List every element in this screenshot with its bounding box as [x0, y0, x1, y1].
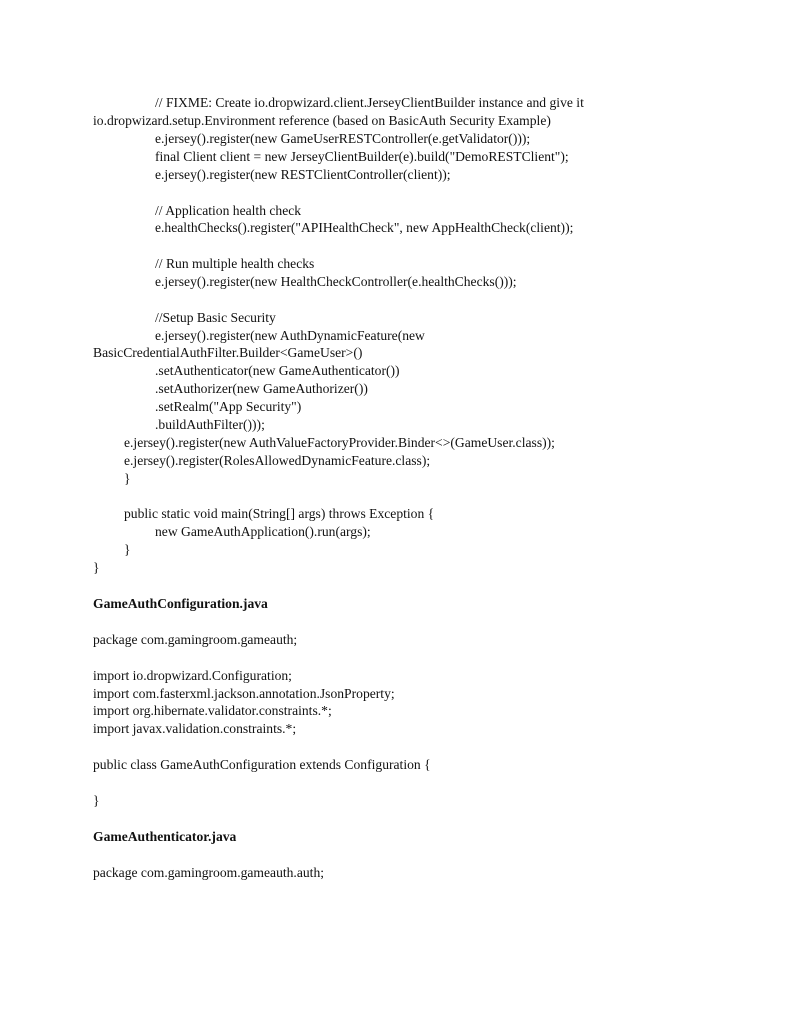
code-line: import com.fasterxml.jackson.annotation.JsonProperty; [93, 686, 395, 701]
code-line: e.healthChecks().register("APIHealthCheck", new AppHealthCheck(client)); [155, 220, 574, 235]
code-line: import javax.validation.constraints.*; [93, 721, 297, 736]
section-heading-authenticator: GameAuthenticator.java [93, 829, 237, 844]
code-line: public class GameAuthConfiguration extends Configuration { [93, 757, 431, 772]
code-line: .setAuthenticator(new GameAuthenticator()) [155, 363, 400, 378]
code-line: final Client client = new JerseyClientBuilder(e).build("DemoRESTClient"); [155, 149, 569, 164]
code-line: new GameAuthApplication().run(args); [155, 524, 371, 539]
code-line: } [93, 560, 100, 575]
code-line: BasicCredentialAuthFilter.Builder<GameUser>() [93, 345, 363, 360]
code-line: } [124, 542, 131, 557]
code-line: e.jersey().register(new AuthValueFactoryProvider.Binder<>(GameUser.class)); [124, 435, 555, 450]
code-line: // FIXME: Create io.dropwizard.client.JerseyClientBuilder instance and give it [155, 95, 584, 110]
code-line: } [93, 793, 100, 808]
code-line: .setAuthorizer(new GameAuthorizer()) [155, 381, 368, 396]
code-line: // Application health check [155, 203, 302, 218]
code-line: e.jersey().register(RolesAllowedDynamicFeature.class); [124, 453, 431, 468]
code-line: // Run multiple health checks [155, 256, 315, 271]
section-heading-config: GameAuthConfiguration.java [93, 596, 268, 611]
code-line: .setRealm("App Security") [155, 399, 302, 414]
code-line: //Setup Basic Security [155, 310, 276, 325]
code-line: e.jersey().register(new HealthCheckController(e.healthChecks())); [155, 274, 517, 289]
code-line: package com.gamingroom.gameauth.auth; [93, 865, 325, 880]
code-line: e.jersey().register(new AuthDynamicFeature(new [155, 328, 425, 343]
code-line: package com.gamingroom.gameauth; [93, 632, 298, 647]
code-line: } [124, 471, 131, 486]
code-line: import org.hibernate.validator.constraints.*; [93, 703, 332, 718]
code-line: .buildAuthFilter())); [155, 417, 265, 432]
code-line: e.jersey().register(new RESTClientController(client)); [155, 167, 451, 182]
code-line: io.dropwizard.setup.Environment reference (based on BasicAuth Security Example) [93, 113, 551, 128]
code-line: public static void main(String[] args) throws Exception { [124, 506, 435, 521]
code-line: import io.dropwizard.Configuration; [93, 668, 292, 683]
code-line: e.jersey().register(new GameUserRESTController(e.getValidator())); [155, 131, 531, 146]
